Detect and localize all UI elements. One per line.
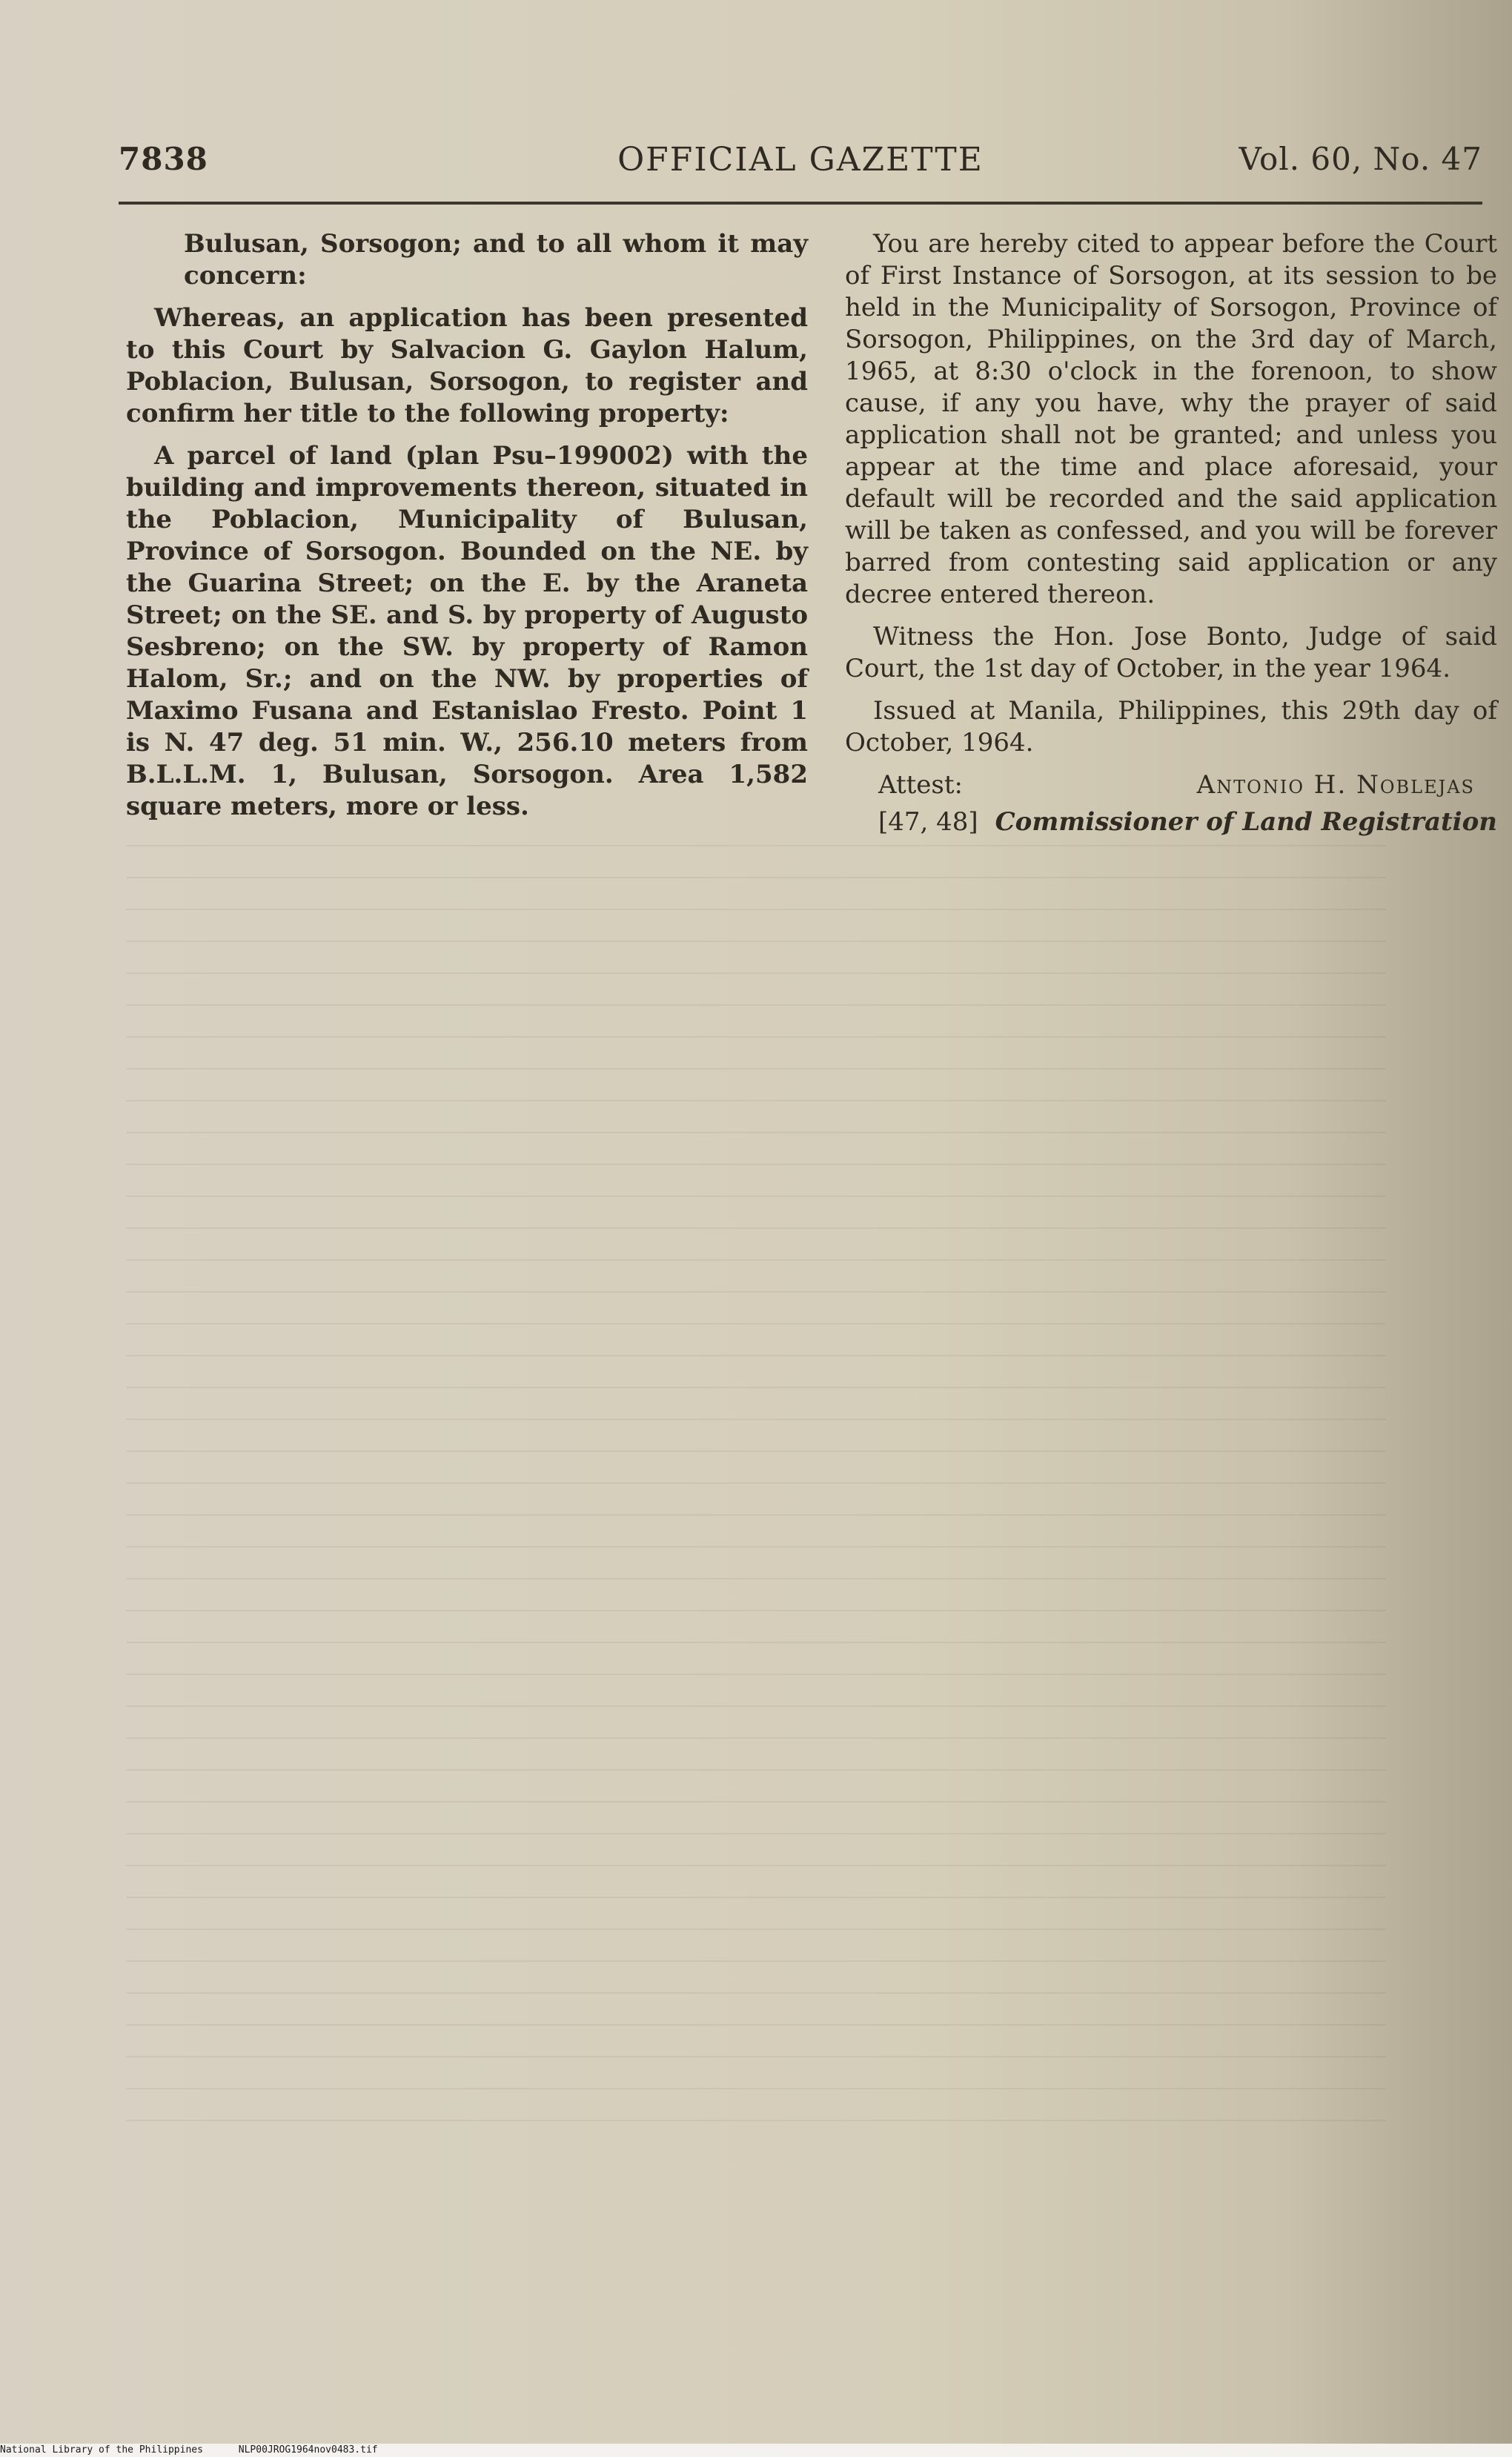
parcel-description-paragraph: A parcel of land (plan Psu–199002) with the building and improvements thereon, situated in the Poblacion, Municipality of Bulusan, Province of Sorsogon. Bounded on the NE. by the Guarina Street; on the E. by the Araneta Street; on the SE. and S. by property of Augusto Sesbreno; on the SW. by property of Ramon Halom, Sr.; and on the NW. by properties of Maximo Fusana and Estanislao Fresto. Point 1 is N. 47 deg. 51 min. W., 256.10 meters from B.L.L.M. 1, Bulusan, Sorsogon. Area 1,582 square meters, more or less.: [126, 441, 808, 821]
witness-paragraph: Witness the Hon. Jose Bonto, Judge of said Court, the 1st day of October, in the year 1964.: [845, 622, 1497, 683]
citation-paragraph: You are hereby cited to appear before the Court of First Instance of Sorsogon, at its session to be held in the Municipality of Sorsogon, Province of Sorsogon, Philippines, on the 3rd day of March, 1965, at 8:30 o'clock in the forenoon, to show cause, if any you have, why the prayer of said application shall not be granted; and unless you appear at the time and place aforesaid, your default will be recorded and the said application will be taken as confessed, and you will be forever barred from contesting said application or any decree entered thereon.: [845, 229, 1497, 609]
library-credit: National Library of the Philippines: [0, 2444, 203, 2456]
attest-label: Attest:: [878, 770, 963, 800]
publication-title: OFFICIAL GAZETTE: [617, 141, 984, 179]
page-number: 7838: [119, 141, 208, 177]
header-rule: [119, 202, 1482, 205]
right-column: [845, 228, 1497, 843]
issue-reference: [47, 48]: [878, 807, 978, 837]
scan-filename: NLP00JROG1964nov0483.tif: [238, 2444, 378, 2456]
attestation-block: [845, 769, 1497, 843]
addressee-line: Bulusan, Sorsogon; and to all whom it may concern:: [184, 229, 808, 291]
signer-name: Antonio H. Noblejas: [1196, 770, 1475, 800]
left-column: [126, 228, 808, 833]
page-header: [119, 141, 1482, 185]
volume-issue: Vol. 60, No. 47: [1239, 141, 1482, 177]
scan-footer: [0, 2444, 1512, 2457]
reverse-side-bleed-through: [126, 845, 1386, 2149]
signer-title: Commissioner of Land Registration: [995, 807, 1497, 837]
whereas-paragraph: Whereas, an application has been presented to this Court by Salvacion G. Gaylon Halum, Poblacion, Bulusan, Sorsogon, to register and confirm her title to the following property:: [126, 303, 808, 428]
issued-paragraph: Issued at Manila, Philippines, this 29th day of October, 1964.: [845, 696, 1497, 757]
